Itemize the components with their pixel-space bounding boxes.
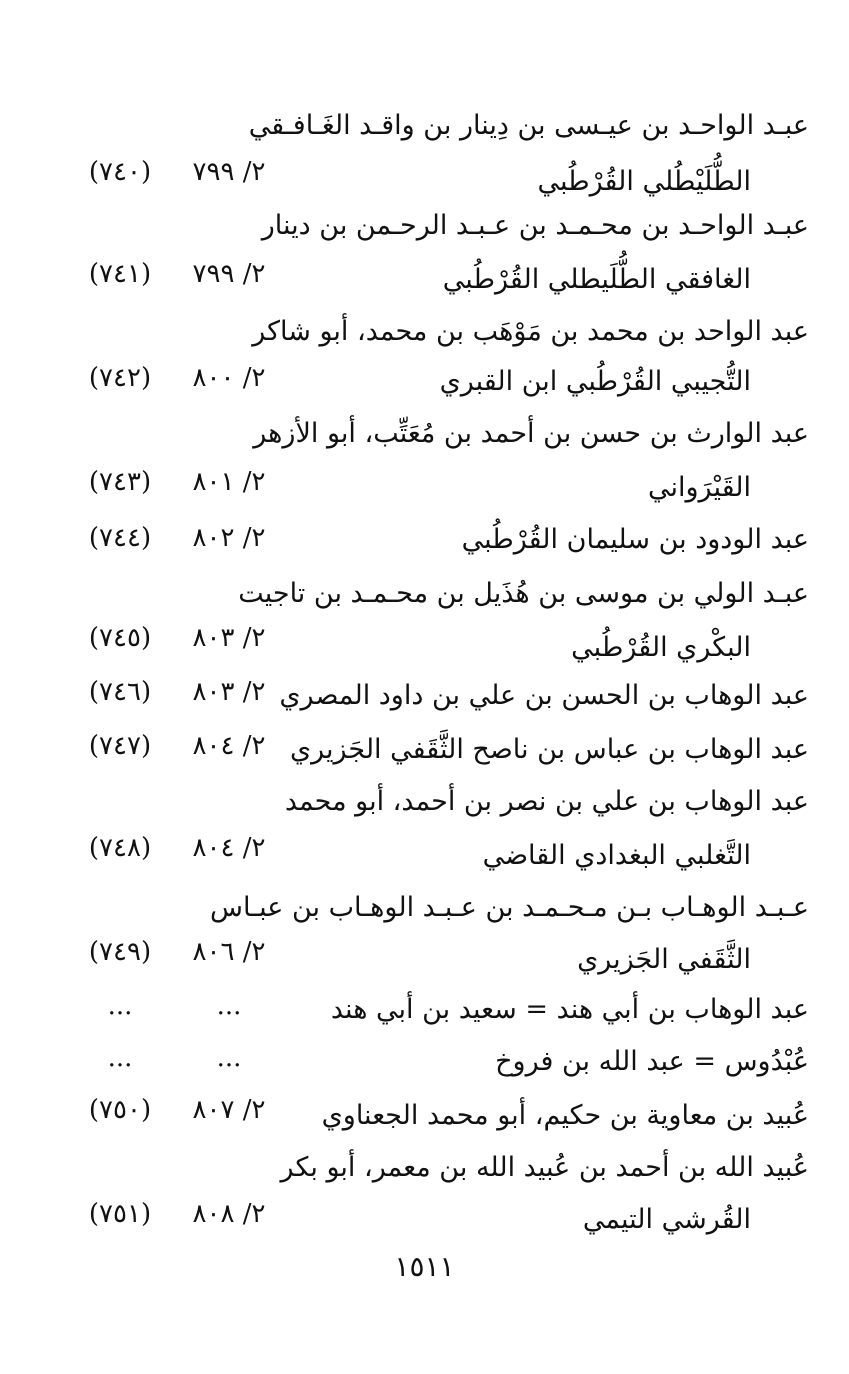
entry-745-volume-page: ٢/ ٨٠٣ xyxy=(192,623,266,653)
crossref-1-number: ... xyxy=(107,991,133,1021)
entry-742-line-2: التُّجيبي القُرْطُبي ابن القبري xyxy=(439,366,751,397)
entry-750-line-1: عُبيد بن معاوية بن حكيم، أبو محمد الجعناوي xyxy=(321,1100,809,1131)
entry-745-line-2: البكْري القُرْطُبي xyxy=(571,632,751,663)
entry-740-line-1: عبـد الواحـد بن عيـسى بن دِينار بن واقـد الغَـافـقي xyxy=(248,110,809,141)
entry-745-line-1: عبـد الولي بن موسى بن هُذَيل بن محـمـد بن تاجيت xyxy=(238,578,809,609)
entry-746-volume-page: ٢/ ٨٠٣ xyxy=(192,677,266,707)
crossref-2-line-1: عُبْدُوس = عبد الله بن فروخ xyxy=(495,1046,809,1077)
entry-741-line-2: الغافقي الطُّلَيطلي القُرْطُبي xyxy=(442,264,751,295)
entry-743-number: (٧٤٣) xyxy=(88,467,152,497)
crossref-2-number: ... xyxy=(107,1043,133,1073)
crossref-1-line-1: عبد الوهاب بن أبي هند = سعيد بن أبي هند xyxy=(330,994,809,1025)
entry-743-line-1: عبد الوارث بن حسن بن أحمد بن مُعَتِّب، أبو الأزهر xyxy=(253,418,809,449)
entry-748-line-1: عبد الوهاب بن علي بن نصر بن أحمد، أبو محمد xyxy=(284,786,809,817)
entry-740-line-2: الطُّلَيْطُلي القُرْطُبي xyxy=(537,166,751,197)
entry-745-number: (٧٤٥) xyxy=(88,623,152,653)
crossref-2-volume-page: ... xyxy=(216,1043,242,1073)
entry-741-volume-page: ٢/ ٧٩٩ xyxy=(192,259,266,289)
entry-747-volume-page: ٢/ ٨٠٤ xyxy=(192,731,266,761)
entry-751-volume-page: ٢/ ٨٠٨ xyxy=(192,1199,266,1229)
entry-749-number: (٧٤٩) xyxy=(88,937,152,967)
entry-746-number: (٧٤٦) xyxy=(88,677,152,707)
entry-740-volume-page: ٢/ ٧٩٩ xyxy=(192,157,266,187)
entry-748-volume-page: ٢/ ٨٠٤ xyxy=(192,833,266,863)
entry-751-line-1: عُبيد الله بن أحمد بن عُبيد الله بن معمر، أبو بكر xyxy=(280,1152,809,1183)
entry-740-number: (٧٤٠) xyxy=(88,157,152,187)
entry-749-volume-page: ٢/ ٨٠٦ xyxy=(192,937,266,967)
entry-744-number: (٧٤٤) xyxy=(88,523,152,553)
entry-744-line-1: عبد الودود بن سليمان القُرْطُبي xyxy=(461,524,809,555)
entry-746-line-1: عبد الوهاب بن الحسن بن علي بن داود المصري xyxy=(279,680,809,711)
entry-742-line-1: عبد الواحد بن محمد بن مَوْهَب بن محمد، أبو شاكر xyxy=(252,316,809,347)
entry-748-number: (٧٤٨) xyxy=(88,833,152,863)
entry-742-volume-page: ٢/ ٨٠٠ xyxy=(192,363,266,393)
entry-743-volume-page: ٢/ ٨٠١ xyxy=(192,467,266,497)
page-number: ١٥١١ xyxy=(394,1250,455,1283)
entry-751-line-2: القُرشي التيمي xyxy=(582,1204,751,1235)
entry-741-line-1: عبـد الواحـد بن محـمـد بن عـبـد الرحـمن بن دينار xyxy=(261,210,809,241)
entry-750-volume-page: ٢/ ٨٠٧ xyxy=(192,1095,266,1125)
entry-750-number: (٧٥٠) xyxy=(88,1095,152,1125)
entry-751-number: (٧٥١) xyxy=(88,1199,152,1229)
entry-747-line-1: عبد الوهاب بن عباس بن ناصح الثَّقَفي الجَزيري xyxy=(289,734,809,765)
entry-743-line-2: القَيْرَواني xyxy=(648,472,751,503)
entry-741-number: (٧٤١) xyxy=(88,259,152,289)
entry-749-line-2: الثَّقَفي الجَزيري xyxy=(577,944,751,975)
entry-748-line-2: التَّغلبي البغدادي القاضي xyxy=(482,840,751,871)
crossref-1-volume-page: ... xyxy=(216,991,242,1021)
entry-749-line-1: عـبـد الوهـاب بـن مـحـمـد بن عـبـد الوهـاب بن عبـاس xyxy=(210,892,809,923)
entry-744-volume-page: ٢/ ٨٠٢ xyxy=(192,523,266,553)
entry-747-number: (٧٤٧) xyxy=(88,731,152,761)
entry-742-number: (٧٤٢) xyxy=(88,363,152,393)
